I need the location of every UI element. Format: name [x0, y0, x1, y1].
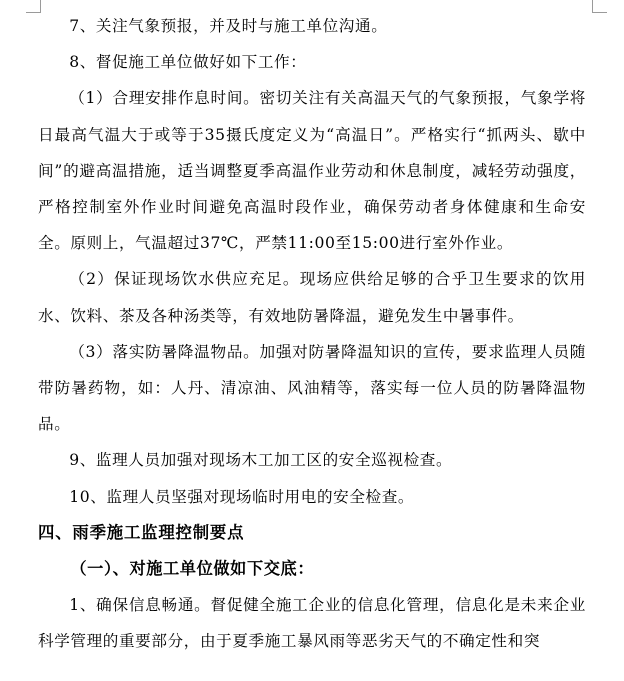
paragraph-item-9: 9、监理人员加强对现场木工加工区的安全巡视检查。 — [69, 451, 453, 470]
paragraph-item-8-3-cooling-supplies: （3）落实防暑降温物品。加强对防暑降温知识的宣传，要求监理人员随带防暑药物，如：人丹、清凉油、风油精等，落实每一位人员的防暑降温物品。 — [38, 342, 586, 434]
paragraph-item-8-1-rest-schedule: （1）合理安排作息时间。密切关注有关高温天气的气象预报，气象学将日最高气温大于或等于35摄氏度定义为“高温日”。严格实行“抓两头、歇中间”的避高温措施，适当调整夏季高温作业劳动和休息制度，减轻劳动强度，严格控制室外作业时间避免高温时段作业，确保劳动者身体健康和生命安全。原则上，气温超过37℃，严禁11:00至15:00进行室外作业。 — [38, 89, 586, 253]
paragraph-item-8: 8、督促施工单位做好如下工作： — [69, 53, 307, 72]
paragraph-item-1-information: 1、确保信息畅通。督促健全施工企业的信息化管理，信息化是未来企业科学管理的重要部分，由于夏季施工暴风雨等恶劣天气的不确定性和突 — [38, 596, 586, 651]
subsection-heading: （一）、对施工单位做如下交底： — [70, 559, 315, 579]
section-heading: 四、雨季施工监理控制要点 — [38, 522, 245, 542]
paragraph-item-7: 7、关注气象预报，并及时与施工单位沟通。 — [69, 17, 388, 35]
paragraph-item-10: 10、监理人员坚强对现场临时用电的安全检查。 — [69, 487, 415, 506]
document-body — [38, 8, 586, 660]
page-corner-mark-right — [592, 0, 607, 13]
paragraph-item-8-2-drinking-water: （2）保证现场饮水供应充足。现场应供给足够的合乎卫生要求的饮用水、饮料、茶及各种汤类等，有效地防暑降温，避免发生中暑事件。 — [38, 270, 586, 325]
